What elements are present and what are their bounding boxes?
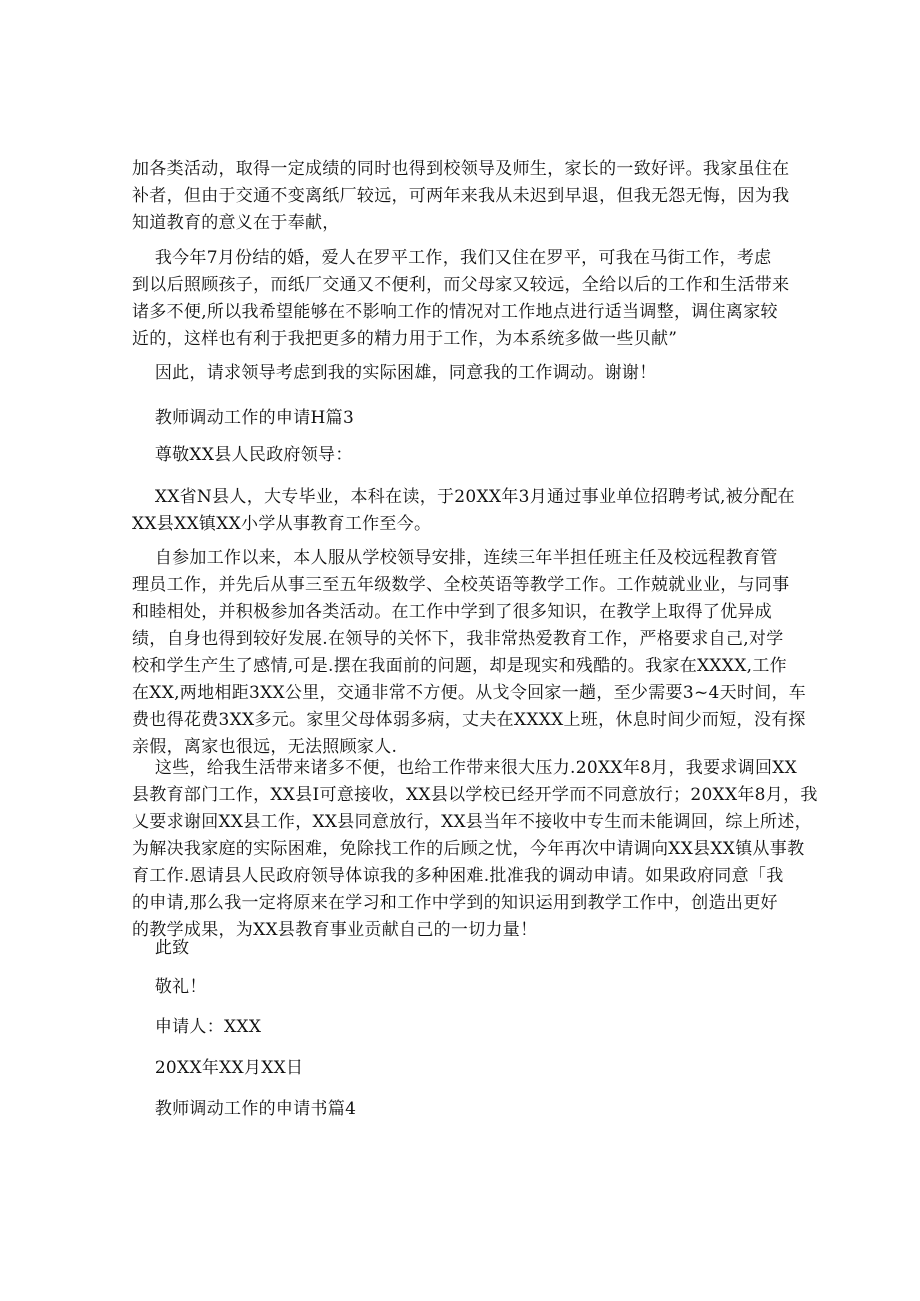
text-line: 和睦相处，并积极参加各类活动。在工作中学到了很多知识，在教学上取得了优异成 xyxy=(132,602,773,622)
text-line: 敬礼！ xyxy=(132,977,207,997)
text-line: XX省N县人，大专毕业，本科在读，于20XX年3月通过事业单位招聘考试,被分配在 xyxy=(132,487,795,507)
text-line: 这些，给我生活带来诸多不便，也给工作带来很大压力.20XX年8月，我要求调回XX xyxy=(132,758,798,778)
text-line: 申请人：XXX xyxy=(132,1017,262,1037)
text-line: 亲假，离家也很远，无法照顾家人. xyxy=(132,737,398,757)
text-line: 补者，但由于交通不变离纸厂较远，可两年来我从未迟到早退，但我无怨无悔，因为我 xyxy=(132,186,790,206)
applicant-line xyxy=(132,1014,792,1041)
text-line: 教师调动工作的申请书篇4 xyxy=(132,1099,357,1119)
closing-cizhi xyxy=(132,935,792,962)
text-line: 我今年7月份结的婚，爱人在罗平工作，我们又住在罗平，可我在马街工作，考虑 xyxy=(132,248,772,268)
text-line: 知道教育的意义在于奉献， xyxy=(132,213,340,233)
text-line: 近的，这样也有利于我把更多的精力用于工作，为本系统多做一些贝献” xyxy=(132,329,678,349)
text-line: 县教育部门工作，XX县I可意接收，XX县以学校已经开学而不同意放行；20XX年8月，我 xyxy=(132,785,818,805)
text-line: 的申请,那么我一定将原来在学习和工作中学到的知识运用到教学工作中，创造出更好 xyxy=(132,893,778,913)
text-line: 乂要求谢回XX县工作，XX县同意放行，XX县当年不接收中专生而未能调回，综上所述， xyxy=(132,812,812,832)
text-line: 20XX年XX月XX日 xyxy=(132,1058,304,1078)
text-line: 教师调动工作的申请H篇3 xyxy=(132,408,355,428)
paragraph-intro xyxy=(132,484,795,538)
text-line: XX县XX镇XX小学从事教育工作至今。 xyxy=(132,514,432,534)
paragraph-marriage xyxy=(132,245,792,353)
closing-jingli xyxy=(132,974,792,1001)
section-heading-3 xyxy=(132,405,792,432)
date-line xyxy=(132,1055,792,1082)
text-line: 尊敬XX县人民政府领导： xyxy=(132,445,353,465)
text-line: 为解决我家庭的实际困难，免除找工作的后顾之忧，今年再次中请调向XX县XX镇从事教 xyxy=(132,839,805,859)
salutation xyxy=(132,442,792,469)
section-heading-4 xyxy=(132,1096,792,1123)
text-line: 育工作.恩请县人民政府领导体谅我的多种困难.批准我的调动申请。如果政府同意「我 xyxy=(132,866,784,886)
text-line: 在XX,两地相距3XX公里，交通非常不方便。从戈令回家一趟，至少需要3~4天时间，车 xyxy=(132,683,807,703)
paragraph-activities xyxy=(132,156,792,237)
paragraph-work-history xyxy=(132,545,807,761)
text-line: 绩，自身也得到较好发展.在领导的关怀下，我非常热爱教育工作，严格要求自己,对学 xyxy=(132,629,784,649)
text-line: 此致 xyxy=(132,938,190,958)
text-line: 的教学成果，为XX县教育事业贡献自己的一切力量！ xyxy=(132,920,538,940)
text-line: 自参加工作以来，本人服从学校领导安排，连续三年半担任班主任及校远程教育管 xyxy=(132,548,778,568)
text-line: 费也得花费3XX多元。家里父母体弱多病，丈夫在XXXX上班，休息时间少而短，没有探 xyxy=(132,710,806,730)
text-line: 校和学生产生了感情,可是.摆在我面前的问题，却是现实和残酷的。我家在XXXX,工作 xyxy=(132,656,787,676)
text-line: 理员工作，并先后从事三至五年级数学、全校英语等教学工作。工作兢就业业，与同事 xyxy=(132,575,790,595)
paragraph-request xyxy=(132,360,792,387)
text-line: 加各类活动，取得一定成绩的同时也得到校领导及师生，家长的一致好评。我家虽住在 xyxy=(132,159,790,179)
text-line: 诸多不便,所以我希望能够在不影响工作的情况对工作地点进行适当调整，调住离家较 xyxy=(132,302,778,322)
text-line: 因此，请求领导考虑到我的实际困雄，同意我的工作调动。谢谢！ xyxy=(132,363,657,383)
paragraph-difficulties xyxy=(132,755,818,944)
text-line: 到以后照顾孩子，而纸厂交通又不便利，而父母家又较远，全给以后的工作和生活带来 xyxy=(132,275,790,295)
